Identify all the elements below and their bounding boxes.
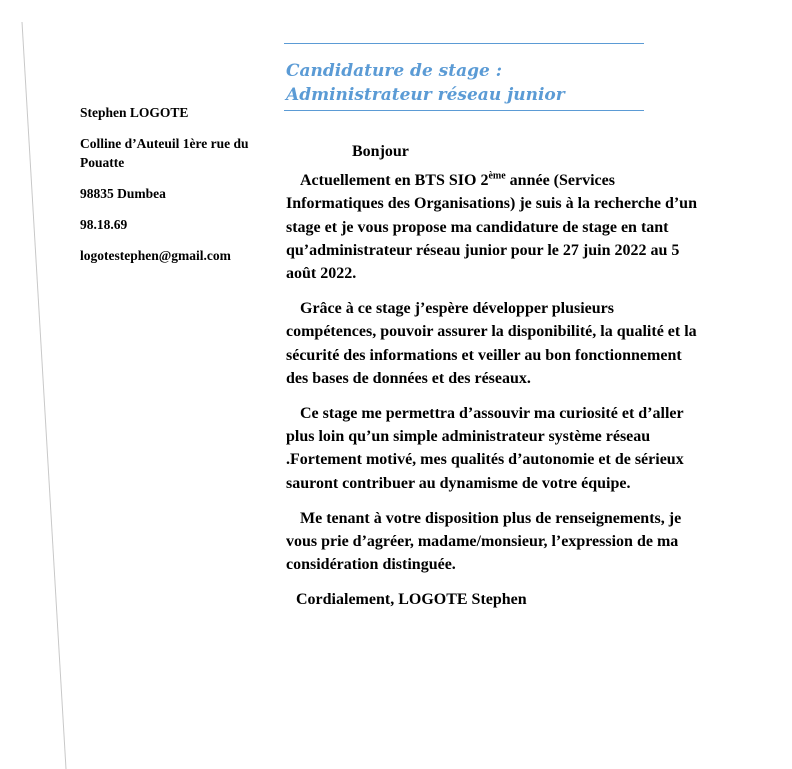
paragraph-1 xyxy=(286,169,706,285)
ordinal-superscript: ème xyxy=(488,170,506,182)
greeting: Bonjour xyxy=(352,143,409,160)
sender-contact-block xyxy=(80,103,250,277)
sender-email: logotestephen@gmail.com xyxy=(80,248,231,263)
title-top-rule xyxy=(284,43,644,44)
title-bottom-rule xyxy=(284,110,644,111)
letter-title-block xyxy=(284,43,644,111)
paragraph-4: Me tenant à votre disposition plus de renseignements, je vous prie d’agréer, madame/monsieur, l’expression de ma considération distinguée. xyxy=(286,509,682,574)
sender-postal: 98835 Dumbea xyxy=(80,186,166,201)
letter-body xyxy=(286,140,706,612)
paragraph-2: Grâce à ce stage j’espère développer plusieurs compétences, pouvoir assurer la disponibilité, la qualité et la sécurité des informations et veiller au bon fonctionnement des bases de données et des réseaux. xyxy=(286,300,697,387)
title-line-2: Administrateur réseau junior xyxy=(286,85,565,105)
sender-name: Stephen LOGOTE xyxy=(80,105,189,120)
paragraph-3: Ce stage me permettra d’assouvir ma curiosité et d’aller plus loin qu’un simple administrateur système réseau .Fortement motivé, mes qualités d’autonomie et de sérieux sauront contribuer au dynamisme de votre équipe. xyxy=(286,405,684,492)
paragraph-1-rest: année (Services Informatiques des Organisations) je suis à la recherche d’un stage et je vous propose ma candidature de stage en tant qu’administrateur réseau junior pour le 27 juin 2022 au 5 août 2022. xyxy=(286,172,697,283)
letter-title xyxy=(286,59,644,107)
title-line-1: Candidature de stage : xyxy=(286,61,503,81)
sender-address: Colline d’Auteuil 1ère rue du Pouatte xyxy=(80,136,249,170)
sender-phone: 98.18.69 xyxy=(80,217,128,232)
paragraph-1-start: Actuellement en BTS SIO 2 xyxy=(300,172,489,190)
closing: Cordialement, LOGOTE Stephen xyxy=(296,591,527,609)
